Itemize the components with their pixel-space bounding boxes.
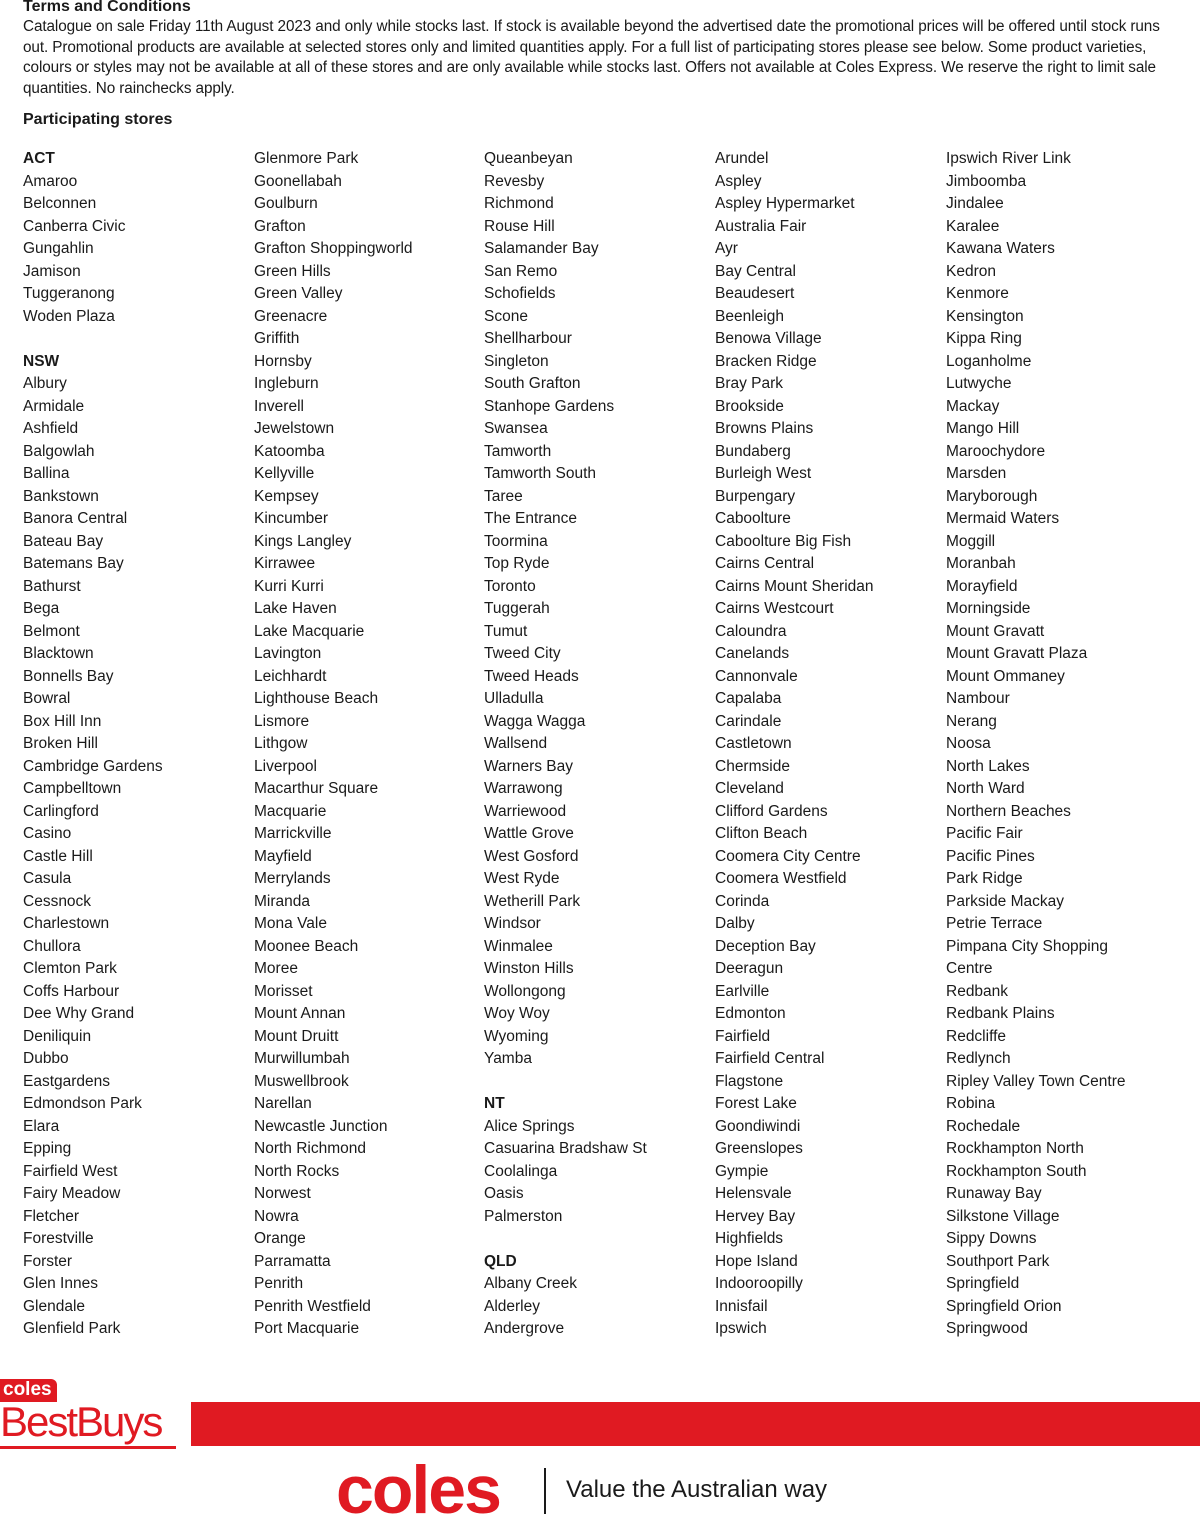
store-name: Queanbeyan — [484, 150, 573, 167]
store-name: Moggill — [946, 532, 996, 550]
store-name: Helensvale — [715, 1185, 792, 1202]
store-name: Redlynch — [946, 1050, 1011, 1067]
region-heading: NT — [484, 1095, 505, 1112]
store-name: Katoomba — [254, 442, 325, 460]
store-name: Rockhampton North — [946, 1140, 1084, 1157]
store-name: Mount Gravatt Plaza — [946, 645, 1088, 662]
store-name: Toronto — [484, 577, 536, 595]
store-name: Hornsby — [254, 352, 312, 370]
store-name: Tamworth — [484, 442, 552, 460]
store-name: Forest Lake — [715, 1095, 797, 1112]
store-name: Hervey Bay — [715, 1207, 796, 1225]
store-name: Redcliffe — [946, 1027, 1007, 1045]
store-column-4 — [715, 148, 940, 1341]
store-name: Warriewood — [484, 802, 567, 820]
store-name: Grafton — [254, 217, 306, 235]
store-name: Springfield Orion — [946, 1297, 1062, 1315]
store-name: Miranda — [254, 892, 310, 910]
store-name: Fairfield West — [23, 1162, 118, 1180]
store-name: Mount Annan — [254, 1005, 346, 1022]
store-name: Fairfield Central — [715, 1050, 825, 1067]
store-name: Centre — [946, 960, 993, 977]
store-name: Benowa Village — [715, 330, 822, 347]
store-name: Mount Ommaney — [946, 667, 1065, 685]
store-name: Springwood — [946, 1320, 1028, 1337]
store-name: Elara — [23, 1117, 60, 1135]
store-name: Clemton Park — [23, 960, 117, 977]
store-name: Orange — [254, 1230, 306, 1247]
store-name: Fairy Meadow — [23, 1185, 121, 1202]
store-name: Ipswich River Link — [946, 150, 1071, 167]
store-name: Fletcher — [23, 1207, 79, 1225]
store-name: Lake Macquarie — [254, 622, 365, 640]
store-column-3 — [484, 148, 709, 1341]
store-name: Loganholme — [946, 352, 1032, 370]
store-name: Innisfail — [715, 1297, 768, 1315]
store-name: Norwest — [254, 1185, 311, 1202]
store-name: Dalby — [715, 915, 755, 932]
store-name: Inverell — [254, 397, 304, 415]
store-name: Balgowlah — [23, 442, 95, 460]
store-name: Parkside Mackay — [946, 892, 1065, 910]
store-name: Bega — [23, 600, 60, 617]
store-name: Greenslopes — [715, 1140, 803, 1157]
store-name: Clifford Gardens — [715, 802, 828, 820]
store-name: Tweed City — [484, 645, 561, 662]
store-name: Goondiwindi — [715, 1117, 801, 1135]
store-name: Alderley — [484, 1297, 540, 1315]
store-name: Tumut — [484, 622, 528, 640]
store-column-5 — [946, 148, 1171, 1341]
store-name: Palmerston — [484, 1207, 563, 1225]
store-name: Liverpool — [254, 757, 317, 775]
store-name: Bundaberg — [715, 442, 791, 460]
store-name: Mackay — [946, 397, 1000, 415]
store-name: Beaudesert — [715, 285, 795, 302]
store-name: Mount Gravatt — [946, 622, 1045, 640]
store-name: Alice Springs — [484, 1117, 575, 1135]
store-name: Wyoming — [484, 1027, 549, 1045]
tagline: Value the Australian way — [566, 1476, 828, 1503]
store-name: Bray Park — [715, 375, 784, 392]
store-name: Jindalee — [946, 195, 1004, 212]
store-name: Canberra Civic — [23, 217, 126, 235]
store-name: Karalee — [946, 217, 1000, 235]
store-name: Greenacre — [254, 307, 328, 325]
store-name: Wattle Grove — [484, 825, 574, 842]
store-name: Bankstown — [23, 487, 99, 505]
store-name: Morningside — [946, 600, 1031, 617]
store-name: Batemans Bay — [23, 555, 124, 572]
store-name: Nerang — [946, 712, 997, 730]
store-name: Kincumber — [254, 510, 329, 527]
store-name: Bonnells Bay — [23, 667, 114, 685]
store-name: Forestville — [23, 1230, 94, 1247]
region-heading: NSW — [23, 352, 60, 370]
store-name: Richmond — [484, 195, 554, 212]
store-name: West Gosford — [484, 847, 579, 865]
store-name: Lutwyche — [946, 375, 1012, 392]
store-name: Jewelstown — [254, 420, 335, 437]
store-name: Moranbah — [946, 555, 1016, 572]
store-name: Park Ridge — [946, 870, 1023, 887]
store-name: Glen Innes — [23, 1275, 98, 1292]
store-name: Green Hills — [254, 262, 331, 280]
store-name: Browns Plains — [715, 420, 814, 437]
store-name: Arundel — [715, 150, 769, 167]
store-name: Pacific Pines — [946, 847, 1035, 865]
store-name: Mayfield — [254, 847, 312, 865]
store-name: North Lakes — [946, 757, 1030, 775]
store-name: Deeragun — [715, 960, 784, 977]
store-name: Green Valley — [254, 285, 343, 302]
store-name: Lithgow — [254, 735, 308, 752]
store-name: Kippa Ring — [946, 330, 1022, 347]
store-name: Cairns Mount Sheridan — [715, 577, 874, 595]
store-name: Rouse Hill — [484, 217, 555, 235]
store-column-1 — [23, 148, 248, 1341]
store-name: Kawana Waters — [946, 240, 1055, 257]
store-name: Bay Central — [715, 262, 796, 280]
store-name: Ipswich — [715, 1320, 767, 1337]
store-name: Highfields — [715, 1230, 784, 1247]
store-name: Campbelltown — [23, 780, 122, 797]
store-name: Ayr — [715, 240, 738, 257]
store-name: Box Hill Inn — [23, 712, 102, 730]
store-name: Redbank — [946, 982, 1009, 1000]
store-name: Salamander Bay — [484, 240, 599, 257]
store-name: Hope Island — [715, 1252, 798, 1270]
store-name: Pacific Fair — [946, 825, 1023, 842]
store-name: Port Macquarie — [254, 1320, 360, 1337]
store-name: Griffith — [254, 330, 300, 347]
store-name: Oasis — [484, 1185, 524, 1202]
store-name: Glenfield Park — [23, 1320, 121, 1337]
store-name: Moonee Beach — [254, 937, 359, 955]
store-name: Kenmore — [946, 285, 1009, 302]
store-name: Tweed Heads — [484, 667, 579, 685]
store-name: Moree — [254, 960, 298, 977]
store-name: Taree — [484, 487, 523, 505]
store-name: Mango Hill — [946, 420, 1020, 437]
store-name: Goulburn — [254, 195, 318, 212]
store-name: Top Ryde — [484, 555, 550, 572]
store-name: Indooroopilly — [715, 1275, 803, 1292]
store-name: Singleton — [484, 352, 549, 370]
store-name: Toormina — [484, 532, 548, 550]
logo-divider — [544, 1468, 546, 1514]
store-name: Australia Fair — [715, 217, 807, 235]
store-name: Windsor — [484, 915, 541, 932]
store-name: Kirrawee — [254, 555, 316, 572]
store-name: Armidale — [23, 397, 85, 415]
store-name: Narellan — [254, 1095, 312, 1112]
store-name: Blacktown — [23, 645, 94, 662]
spacer — [484, 1228, 709, 1251]
store-name: Merrylands — [254, 870, 331, 887]
store-name: Kurri Kurri — [254, 577, 324, 595]
store-name: Scone — [484, 307, 528, 325]
store-name: Nambour — [946, 690, 1010, 707]
bestbuys-underline — [0, 1446, 176, 1449]
participating-stores-heading: Participating stores — [23, 111, 173, 128]
store-name: Cairns Central — [715, 555, 815, 572]
store-name: The Entrance — [484, 510, 578, 527]
store-name: Shellharbour — [484, 330, 572, 347]
store-name: Wagga Wagga — [484, 712, 586, 730]
store-name: Warrawong — [484, 780, 563, 797]
store-name: Jamison — [23, 262, 81, 280]
store-name: Nowra — [254, 1207, 299, 1225]
store-name: Carindale — [715, 712, 782, 730]
store-name: Brookside — [715, 397, 784, 415]
store-name: Cessnock — [23, 892, 92, 910]
store-name: Bowral — [23, 690, 71, 707]
store-name: Belmont — [23, 622, 80, 640]
store-name: Broken Hill — [23, 735, 98, 752]
store-name: Goonellabah — [254, 172, 342, 190]
store-name: South Grafton — [484, 375, 581, 392]
store-name: Bathurst — [23, 577, 81, 595]
store-name: Caloundra — [715, 622, 787, 640]
store-name: West Ryde — [484, 870, 560, 887]
store-name: Sippy Downs — [946, 1230, 1037, 1247]
store-name: Wollongong — [484, 982, 566, 1000]
store-name: North Ward — [946, 780, 1025, 797]
store-name: Cambridge Gardens — [23, 757, 163, 775]
store-column-2 — [254, 148, 479, 1341]
store-name: Redbank Plains — [946, 1005, 1055, 1022]
store-name: Coffs Harbour — [23, 982, 120, 1000]
store-name: Canelands — [715, 645, 790, 662]
store-name: Burleigh West — [715, 465, 812, 482]
bestbuys-logo: BestBuys — [0, 1398, 162, 1445]
store-name: San Remo — [484, 262, 558, 280]
store-name: Casino — [23, 825, 72, 842]
store-name: Stanhope Gardens — [484, 397, 615, 415]
store-name: Corinda — [715, 892, 770, 910]
terms-title: Terms and Conditions — [23, 0, 191, 15]
store-name: Aspley Hypermarket — [715, 195, 855, 212]
store-name: Petrie Terrace — [946, 915, 1043, 932]
store-name: Northern Beaches — [946, 802, 1071, 820]
store-name: Deniliquin — [23, 1027, 92, 1045]
store-name: Muswellbrook — [254, 1072, 349, 1090]
store-name: Chermside — [715, 757, 790, 775]
store-name: Ingleburn — [254, 375, 319, 392]
store-name: Edmondson Park — [23, 1095, 142, 1112]
store-name: Penrith Westfield — [254, 1297, 371, 1315]
store-name: Springfield — [946, 1275, 1020, 1292]
store-name: Amaroo — [23, 172, 78, 190]
terms-body: Catalogue on sale Friday 11th August 2023 and only while stocks last. If stock is available beyond the advertised date the promotional prices will be offered until stock runs out. Promotional products are available at selected stores only and limited quantities apply. For a full list of participating stores please see below. Some product varieties, colours or styles may not be available at all of these stores and are only available while stocks last. Offers not available at Coles Express. We reserve the right to limit sale quantities. No rainchecks apply. — [23, 18, 1160, 97]
store-name: Gympie — [715, 1162, 769, 1180]
store-name: Banora Central — [23, 510, 128, 527]
store-name: Parramatta — [254, 1252, 331, 1270]
store-name: Newcastle Junction — [254, 1117, 388, 1135]
store-name: Casula — [23, 870, 72, 887]
store-name: Chullora — [23, 937, 81, 955]
store-name: Albury — [23, 375, 67, 392]
store-name: Lake Haven — [254, 600, 337, 617]
store-name: Tuggerah — [484, 600, 550, 617]
store-name: Macarthur Square — [254, 780, 379, 797]
store-name: Tamworth South — [484, 465, 596, 482]
store-name: Dee Why Grand — [23, 1005, 135, 1022]
store-name: Winmalee — [484, 937, 553, 955]
store-name: Deception Bay — [715, 937, 816, 955]
store-name: Andergrove — [484, 1320, 565, 1337]
store-name: Castletown — [715, 735, 792, 752]
store-name: Casuarina Bradshaw St — [484, 1140, 647, 1157]
store-name: Mount Druitt — [254, 1027, 339, 1045]
store-name: Carlingford — [23, 802, 99, 820]
store-name: Kensington — [946, 307, 1024, 325]
store-name: Rockhampton South — [946, 1162, 1087, 1180]
store-name: Gungahlin — [23, 240, 94, 257]
store-name: Pimpana City Shopping — [946, 937, 1108, 955]
store-name: Dubbo — [23, 1050, 69, 1067]
store-name: Yamba — [484, 1050, 532, 1067]
store-name: Jimboomba — [946, 172, 1027, 190]
region-heading: QLD — [484, 1252, 517, 1270]
store-list — [23, 148, 1193, 1348]
spacer — [23, 328, 248, 351]
store-name: Kellyville — [254, 465, 315, 482]
store-name: Leichhardt — [254, 667, 327, 685]
store-name: Coomera City Centre — [715, 847, 861, 865]
store-name: Maroochydore — [946, 442, 1046, 460]
store-name: Ripley Valley Town Centre — [946, 1072, 1126, 1090]
store-name: Maryborough — [946, 487, 1038, 505]
store-name: Aspley — [715, 172, 762, 190]
store-name: Morisset — [254, 982, 313, 1000]
store-name: Lavington — [254, 645, 322, 662]
store-name: Murwillumbah — [254, 1050, 350, 1067]
store-name: Glendale — [23, 1297, 86, 1315]
store-name: Swansea — [484, 420, 548, 437]
store-name: Robina — [946, 1095, 996, 1112]
store-name: Woy Woy — [484, 1005, 550, 1022]
coles-badge-logo: coles — [0, 1379, 57, 1402]
store-name: Revesby — [484, 172, 545, 190]
store-name: Wetherill Park — [484, 892, 581, 910]
store-name: Earlville — [715, 982, 770, 1000]
store-name: Ulladulla — [484, 690, 544, 707]
store-name: North Richmond — [254, 1140, 366, 1157]
store-name: Kedron — [946, 262, 996, 280]
store-name: Rochedale — [946, 1117, 1021, 1135]
store-name: Noosa — [946, 735, 991, 752]
store-name: Winston Hills — [484, 960, 574, 977]
store-name: Mermaid Waters — [946, 510, 1060, 527]
spacer — [484, 1071, 709, 1094]
region-heading: ACT — [23, 150, 55, 167]
store-name: Burpengary — [715, 487, 796, 505]
store-name: Clifton Beach — [715, 825, 808, 842]
store-name: Coolalinga — [484, 1162, 558, 1180]
store-name: Cairns Westcourt — [715, 600, 834, 617]
store-name: Tuggeranong — [23, 285, 115, 302]
store-name: Penrith — [254, 1275, 304, 1292]
store-name: Silkstone Village — [946, 1207, 1060, 1225]
store-name: Morayfield — [946, 577, 1018, 595]
store-name: Schofields — [484, 285, 556, 302]
store-name: Glenmore Park — [254, 150, 359, 167]
store-name: Southport Park — [946, 1252, 1050, 1270]
store-name: Woden Plaza — [23, 307, 115, 325]
store-name: Coomera Westfield — [715, 870, 847, 887]
store-name: Albany Creek — [484, 1275, 578, 1292]
store-name: Grafton Shoppingworld — [254, 240, 413, 257]
store-name: Lighthouse Beach — [254, 690, 379, 707]
store-name: Kings Langley — [254, 532, 352, 550]
store-name: Warners Bay — [484, 757, 574, 775]
store-name: Epping — [23, 1140, 72, 1157]
store-name: North Rocks — [254, 1162, 340, 1180]
store-name: Bateau Bay — [23, 532, 104, 550]
store-name: Caboolture — [715, 510, 791, 527]
store-name: Ballina — [23, 465, 70, 482]
store-name: Ashfield — [23, 420, 79, 437]
store-name: Capalaba — [715, 690, 782, 707]
store-name: Charlestown — [23, 915, 110, 932]
store-name: Marrickville — [254, 825, 332, 842]
store-name: Fairfield — [715, 1027, 771, 1045]
store-name: Runaway Bay — [946, 1185, 1042, 1202]
store-name: Belconnen — [23, 195, 97, 212]
store-name: Caboolture Big Fish — [715, 532, 852, 550]
store-name: Lismore — [254, 712, 310, 730]
store-name: Wallsend — [484, 735, 548, 752]
store-name: Forster — [23, 1252, 73, 1270]
store-name: Cleveland — [715, 780, 784, 797]
store-name: Edmonton — [715, 1005, 786, 1022]
store-name: Eastgardens — [23, 1072, 111, 1090]
store-name: Marsden — [946, 465, 1007, 482]
store-name: Flagstone — [715, 1072, 784, 1090]
store-name: Bracken Ridge — [715, 352, 817, 370]
store-name: Kempsey — [254, 487, 319, 505]
store-name: Macquarie — [254, 802, 327, 820]
store-name: Beenleigh — [715, 307, 784, 325]
footer-red-band — [191, 1402, 1200, 1446]
store-name: Mona Vale — [254, 915, 327, 932]
store-name: Castle Hill — [23, 847, 93, 865]
store-name: Cannonvale — [715, 667, 798, 685]
coles-logo: coles — [336, 1452, 500, 1528]
